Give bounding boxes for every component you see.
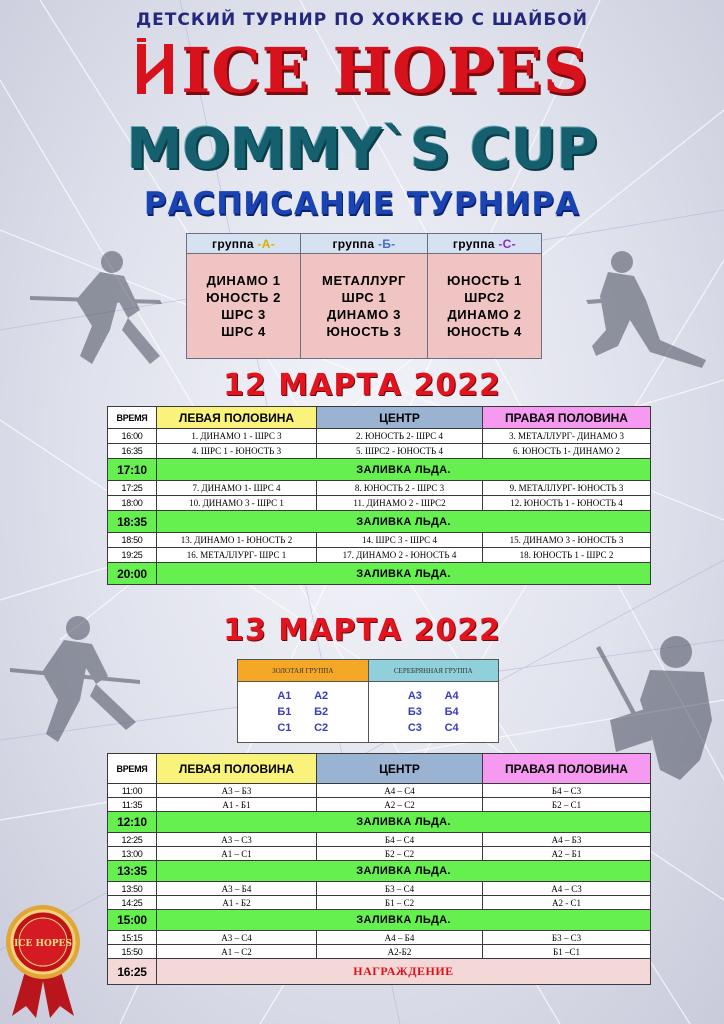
cup-name: MOMMY`S CUP bbox=[126, 117, 598, 182]
team: МЕТАЛЛУРГ bbox=[322, 273, 406, 288]
time-cell: 16:00 bbox=[108, 429, 157, 444]
time-cell: 15:50 bbox=[108, 945, 157, 959]
match-left: А3 – С4 bbox=[157, 931, 317, 945]
team: ЮНОСТЬ 1 bbox=[446, 273, 522, 288]
team: ДИНАМО 2 bbox=[447, 307, 522, 322]
group-letter: -Б- bbox=[377, 236, 396, 251]
team: ЮНОСТЬ 4 bbox=[446, 324, 522, 339]
tournament-subtitle: ДЕТСКИЙ ТУРНИР ПО ХОККЕЮ С ШАЙБОЙ bbox=[136, 10, 588, 30]
time-cell: 16:25 bbox=[108, 959, 157, 985]
match-center: 8. ЮНОСТЬ 2 - ШРС 3 bbox=[317, 481, 483, 496]
ice-resurfacing-row bbox=[108, 861, 651, 882]
match-center: 2. ЮНОСТЬ 2- ШРС 4 bbox=[317, 429, 483, 444]
time-cell: 13:50 bbox=[108, 882, 157, 896]
time-cell: 13:35 bbox=[108, 861, 157, 882]
seed: А1 bbox=[277, 689, 292, 702]
match-right: А2 - С1 bbox=[483, 896, 651, 910]
match-row bbox=[108, 931, 651, 945]
match-center: А2-Б2 bbox=[317, 945, 483, 959]
time-cell: 19:25 bbox=[108, 548, 157, 563]
match-left: А1 - Б1 bbox=[157, 798, 317, 812]
time-cell: 14:25 bbox=[108, 896, 157, 910]
group-letter: -А- bbox=[257, 236, 276, 251]
seed: С1 bbox=[277, 721, 292, 734]
match-right: 15. ДИНАМО 3 - ЮНОСТЬ 3 bbox=[483, 533, 651, 548]
time-cell: 16:35 bbox=[108, 444, 157, 459]
match-right: 3. МЕТАЛЛУРГ- ДИНАМО 3 bbox=[483, 429, 651, 444]
match-left: 16. МЕТАЛЛУРГ- ШРС 1 bbox=[157, 548, 317, 563]
seed: Б3 bbox=[407, 705, 422, 718]
match-center: А4 – С4 bbox=[317, 784, 483, 798]
group-b-teams bbox=[301, 254, 428, 359]
match-center: Б2 – С2 bbox=[317, 847, 483, 861]
day2-schedule-table bbox=[107, 753, 651, 985]
match-right: Б3 – С3 bbox=[483, 931, 651, 945]
silver-group-header: СЕРЕБРЯННАЯ ГРУППА bbox=[368, 660, 499, 682]
match-right: 6. ЮНОСТЬ 1- ДИНАМО 2 bbox=[483, 444, 651, 459]
match-row bbox=[108, 444, 651, 459]
ice-resurfacing-row bbox=[108, 563, 651, 585]
header-left: ЛЕВАЯ ПОЛОВИНА bbox=[157, 754, 317, 784]
match-center: А2 – С2 bbox=[317, 798, 483, 812]
brand-logo-icon bbox=[135, 38, 175, 96]
seed: Б1 bbox=[277, 705, 292, 718]
match-center: Б4 – С4 bbox=[317, 833, 483, 847]
header-left: ЛЕВАЯ ПОЛОВИНА bbox=[157, 407, 317, 429]
match-left: 7. ДИНАМО 1- ШРС 4 bbox=[157, 481, 317, 496]
ice-resurfacing-label: ЗАЛИВКА ЛЬДА. bbox=[157, 910, 651, 931]
match-row bbox=[108, 496, 651, 511]
time-cell: 18:35 bbox=[108, 511, 157, 533]
match-right: 18. ЮНОСТЬ 1 - ШРС 2 bbox=[483, 548, 651, 563]
time-cell: 20:00 bbox=[108, 563, 157, 585]
time-cell: 13:00 bbox=[108, 847, 157, 861]
seed: С4 bbox=[444, 721, 459, 734]
match-row bbox=[108, 896, 651, 910]
match-center: Б1 – С2 bbox=[317, 896, 483, 910]
group-prefix: группа bbox=[332, 236, 378, 251]
team: ДИНАМО 3 bbox=[327, 307, 401, 322]
brand-title-text: ICE HOPES bbox=[181, 34, 589, 107]
group-prefix: группа bbox=[452, 236, 499, 251]
match-right: Б2 – С1 bbox=[483, 798, 651, 812]
award-ceremony-row bbox=[108, 959, 651, 985]
time-cell: 18:00 bbox=[108, 496, 157, 511]
time-cell: 11:00 bbox=[108, 784, 157, 798]
header-center: ЦЕНТР bbox=[317, 754, 483, 784]
header-time: ВРЕМЯ bbox=[108, 407, 157, 429]
header-time: ВРЕМЯ bbox=[108, 754, 157, 784]
day1-date: 12 МАРТА 2022 bbox=[223, 368, 501, 403]
ice-resurfacing-label: ЗАЛИВКА ЛЬДА. bbox=[157, 563, 651, 585]
match-row bbox=[108, 784, 651, 798]
ice-resurfacing-label: ЗАЛИВКА ЛЬДА. bbox=[157, 812, 651, 833]
match-right: Б4 – С3 bbox=[483, 784, 651, 798]
match-center: 14. ШРС 3 - ШРС 4 bbox=[317, 533, 483, 548]
match-left: А3 – Б3 bbox=[157, 784, 317, 798]
ice-resurfacing-label: ЗАЛИВКА ЛЬДА. bbox=[157, 459, 651, 481]
group-a-teams bbox=[187, 254, 301, 359]
award-ceremony-label: НАГРАЖДЕНИЕ bbox=[157, 959, 651, 985]
ice-resurfacing-row bbox=[108, 511, 651, 533]
seed: С3 bbox=[407, 721, 422, 734]
match-left: 4. ШРС 1 - ЮНОСТЬ 3 bbox=[157, 444, 317, 459]
match-center: 11. ДИНАМО 2 - ШРС2 bbox=[317, 496, 483, 511]
match-right: А4 – С3 bbox=[483, 882, 651, 896]
match-row bbox=[108, 882, 651, 896]
match-center: А4 – Б4 bbox=[317, 931, 483, 945]
seed: А2 bbox=[314, 689, 329, 702]
group-prefix: группа bbox=[212, 236, 258, 251]
group-c-teams bbox=[427, 254, 541, 359]
header-center: ЦЕНТР bbox=[317, 407, 483, 429]
match-right: А2 – Б1 bbox=[483, 847, 651, 861]
ice-resurfacing-label: ЗАЛИВКА ЛЬДА. bbox=[157, 861, 651, 882]
day1-schedule-table bbox=[107, 406, 651, 585]
match-left: А1 - Б2 bbox=[157, 896, 317, 910]
time-cell: 11:35 bbox=[108, 798, 157, 812]
group-letter: -С- bbox=[498, 236, 516, 251]
match-left: А1 – С2 bbox=[157, 945, 317, 959]
brand-title bbox=[0, 34, 724, 107]
team: ШРС 3 bbox=[221, 307, 266, 322]
groups-table bbox=[186, 233, 542, 359]
seed: А4 bbox=[444, 689, 459, 702]
match-right: Б1 –С1 bbox=[483, 945, 651, 959]
match-row bbox=[108, 833, 651, 847]
seed: А3 bbox=[407, 689, 422, 702]
time-cell: 18:50 bbox=[108, 533, 157, 548]
match-left: 13. ДИНАМО 1- ЮНОСТЬ 2 bbox=[157, 533, 317, 548]
match-row bbox=[108, 798, 651, 812]
header-right: ПРАВАЯ ПОЛОВИНА bbox=[483, 407, 651, 429]
time-cell: 15:00 bbox=[108, 910, 157, 931]
group-header-a bbox=[187, 234, 301, 254]
ice-resurfacing-row bbox=[108, 910, 651, 931]
day2-date: 13 МАРТА 2022 bbox=[223, 613, 501, 648]
time-cell: 12:10 bbox=[108, 812, 157, 833]
match-row bbox=[108, 429, 651, 444]
ice-resurfacing-row bbox=[108, 812, 651, 833]
header-right: ПРАВАЯ ПОЛОВИНА bbox=[483, 754, 651, 784]
medal-text: ICE HOPES bbox=[14, 939, 72, 949]
seed: Б2 bbox=[314, 705, 329, 718]
gold-group-header: ЗОЛОТАЯ ГРУППА bbox=[238, 660, 369, 682]
team: ЮНОСТЬ 3 bbox=[326, 324, 402, 339]
match-left: А3 – Б4 bbox=[157, 882, 317, 896]
team: ШРС 4 bbox=[221, 324, 266, 339]
match-left: А3 – С3 bbox=[157, 833, 317, 847]
match-left: 10. ДИНАМО 3 - ШРС 1 bbox=[157, 496, 317, 511]
schedule-title: РАСПИСАНИЕ ТУРНИРА bbox=[143, 186, 581, 222]
time-cell: 12:25 bbox=[108, 833, 157, 847]
match-left: 1. ДИНАМО 1 - ШРС 3 bbox=[157, 429, 317, 444]
ice-resurfacing-label: ЗАЛИВКА ЛЬДА. bbox=[157, 511, 651, 533]
team: ШРС 1 bbox=[341, 290, 387, 305]
schedule-header-row bbox=[108, 754, 651, 784]
match-row bbox=[108, 847, 651, 861]
gold-group-pairs bbox=[238, 682, 369, 743]
time-cell: 15:15 bbox=[108, 931, 157, 945]
time-cell: 17:10 bbox=[108, 459, 157, 481]
schedule-header-row bbox=[108, 407, 651, 429]
silver-group-pairs bbox=[368, 682, 499, 743]
group-header-c bbox=[427, 234, 541, 254]
team: ДИНАМО 1 bbox=[206, 273, 281, 288]
match-row bbox=[108, 481, 651, 496]
time-cell: 17:25 bbox=[108, 481, 157, 496]
match-right: А4 – Б3 bbox=[483, 833, 651, 847]
match-row bbox=[108, 945, 651, 959]
match-row bbox=[108, 548, 651, 563]
match-right: 12. ЮНОСТЬ 1 - ЮНОСТЬ 4 bbox=[483, 496, 651, 511]
match-right: 9. МЕТАЛЛУРГ- ЮНОСТЬ 3 bbox=[483, 481, 651, 496]
match-row bbox=[108, 533, 651, 548]
team: ЮНОСТЬ 2 bbox=[206, 290, 282, 305]
match-center: 17. ДИНАМО 2 - ЮНОСТЬ 4 bbox=[317, 548, 483, 563]
medal-emblem-icon bbox=[4, 902, 82, 1020]
group-header-b bbox=[301, 234, 428, 254]
match-center: Б3 – С4 bbox=[317, 882, 483, 896]
finals-groups-table bbox=[237, 659, 499, 743]
seed: Б4 bbox=[444, 705, 459, 718]
seed: С2 bbox=[314, 721, 329, 734]
team: ШРС2 bbox=[464, 290, 505, 305]
match-center: 5. ШРС2 - ЮНОСТЬ 4 bbox=[317, 444, 483, 459]
match-left: А1 – С1 bbox=[157, 847, 317, 861]
ice-resurfacing-row bbox=[108, 459, 651, 481]
